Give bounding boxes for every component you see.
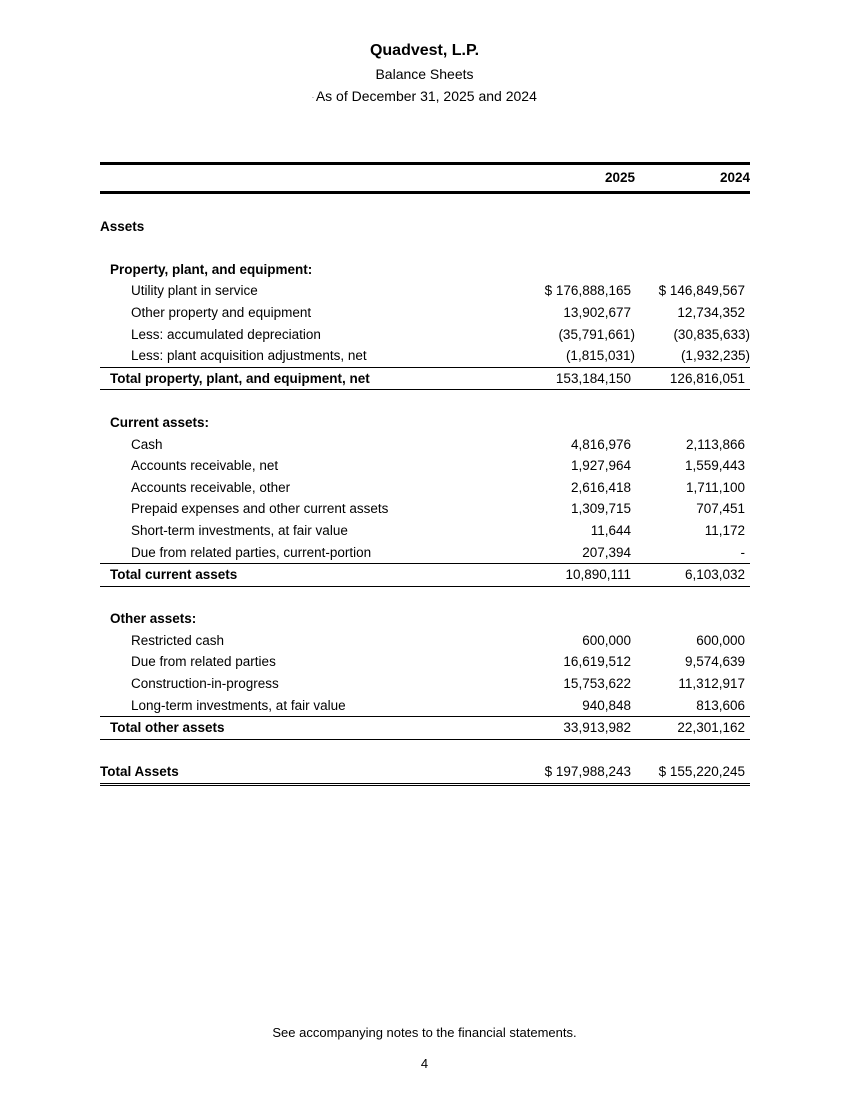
row-value-2025: 600,000 [582, 632, 631, 648]
row-label: Accounts receivable, net [131, 458, 279, 474]
row-value-2025: 207,394 [582, 544, 631, 560]
row-value-2024: 2,113,866 [685, 436, 745, 452]
current-assets-heading [100, 412, 750, 434]
balance-sheet-table [100, 162, 750, 786]
other-assets-total-row [100, 716, 750, 740]
row-value-2024: 12,734,352 [677, 304, 745, 320]
page-number: 4 [420, 1056, 429, 1071]
table-row [100, 434, 750, 456]
row-value-2024: - [740, 544, 745, 560]
table-row [100, 520, 750, 542]
row-value-2024: (1,932,235) [680, 348, 750, 364]
other-assets-heading-label: Other assets: [110, 611, 197, 627]
row-value-2024: (30,835,633) [673, 326, 750, 342]
row-value-2024: 1,559,443 [684, 458, 745, 474]
table-row [100, 345, 750, 367]
spacer [100, 740, 750, 762]
row-value-2024: 6,103,032 [684, 567, 745, 583]
table-row [100, 280, 750, 302]
row-value-2025: 11,644 [590, 522, 631, 538]
row-value-2025: 16,619,512 [563, 654, 631, 670]
row-label: Total other assets [110, 720, 225, 736]
table-row [100, 695, 750, 717]
total-assets-row [100, 761, 750, 786]
table-row [100, 542, 750, 564]
current-assets-total-row [100, 563, 750, 587]
row-label: Long-term investments, at fair value [131, 697, 346, 713]
ppe-heading-label: Property, plant, and equipment: [110, 261, 313, 277]
table-row [100, 673, 750, 695]
row-label: Due from related parties [131, 654, 276, 670]
row-label: Cash [131, 436, 163, 452]
row-value-2024: 813,606 [696, 697, 745, 713]
row-label: Total current assets [110, 567, 238, 583]
column-header-row [100, 165, 750, 194]
spacer [100, 587, 750, 609]
row-label: Accounts receivable, other [131, 479, 291, 495]
row-value-2024: 22,301,162 [677, 720, 745, 736]
statement-title: Balance Sheets [375, 66, 474, 82]
row-value-2025: 15,753,622 [563, 676, 631, 692]
row-value-2025: 33,913,982 [563, 720, 631, 736]
row-value-2025: 4,816,976 [570, 436, 631, 452]
footnote: See accompanying notes to the financial statements. [272, 1025, 577, 1040]
row-value-2025: (1,815,031) [565, 348, 635, 364]
row-value-2025: 13,902,677 [563, 304, 631, 320]
row-value-2024: 126,816,051 [669, 370, 745, 386]
row-value-2024: 11,312,917 [678, 676, 745, 692]
row-value-2025: 1,309,715 [570, 501, 631, 517]
company-name: Quadvest, L.P. [369, 42, 480, 59]
current-assets-heading-label: Current assets: [110, 414, 210, 430]
table-row [100, 477, 750, 499]
table-row [100, 302, 750, 324]
row-label: Construction-in-progress [131, 676, 279, 692]
statement-date-line [0, 88, 849, 104]
table-row [100, 498, 750, 520]
row-label: Restricted cash [131, 632, 225, 648]
column-header-2025: 2025 [604, 170, 635, 185]
row-label: Other property and equipment [131, 304, 312, 320]
row-value-2024: $ 146,849,567 [658, 283, 745, 299]
row-value-2025: $ 197,988,243 [544, 764, 631, 780]
date-marker: . [312, 94, 314, 101]
spacer [100, 237, 750, 259]
row-label: Due from related parties, current-portion [131, 544, 372, 560]
table-row [100, 324, 750, 346]
assets-heading [100, 216, 750, 238]
column-header-2024: 2024 [719, 170, 750, 185]
row-label: Total Assets [100, 764, 179, 780]
row-value-2025: 153,184,150 [555, 370, 631, 386]
assets-heading-label: Assets [100, 218, 145, 234]
table-row [100, 630, 750, 652]
row-value-2025: $ 176,888,165 [544, 283, 631, 299]
spacer [100, 390, 750, 412]
row-label: Prepaid expenses and other current assets [131, 501, 389, 517]
statement-date: As of December 31, 2025 and 2024 [315, 88, 537, 104]
table-row [100, 651, 750, 673]
row-label: Short-term investments, at fair value [131, 522, 348, 538]
row-value-2024: $ 155,220,245 [658, 764, 745, 780]
row-value-2025: 2,616,418 [570, 479, 631, 495]
row-label: Total property, plant, and equipment, net [110, 370, 370, 386]
row-value-2024: 1,711,100 [685, 479, 745, 495]
row-value-2025: 940,848 [582, 697, 631, 713]
row-label: Less: plant acquisition adjustments, net [131, 348, 367, 364]
ppe-heading [100, 259, 750, 281]
row-value-2025: (35,791,661) [558, 326, 635, 342]
table-row [100, 455, 750, 477]
row-label: Less: accumulated depreciation [131, 326, 321, 342]
row-value-2025: 1,927,964 [570, 458, 631, 474]
ppe-total-row [100, 367, 750, 391]
row-value-2024: 9,574,639 [684, 654, 745, 670]
row-value-2024: 11,172 [704, 522, 745, 538]
row-value-2024: 600,000 [696, 632, 745, 648]
row-label: Utility plant in service [131, 283, 258, 299]
spacer [100, 194, 750, 216]
other-assets-heading [100, 608, 750, 630]
row-value-2024: 707,451 [696, 501, 745, 517]
row-value-2025: 10,890,111 [565, 567, 631, 583]
